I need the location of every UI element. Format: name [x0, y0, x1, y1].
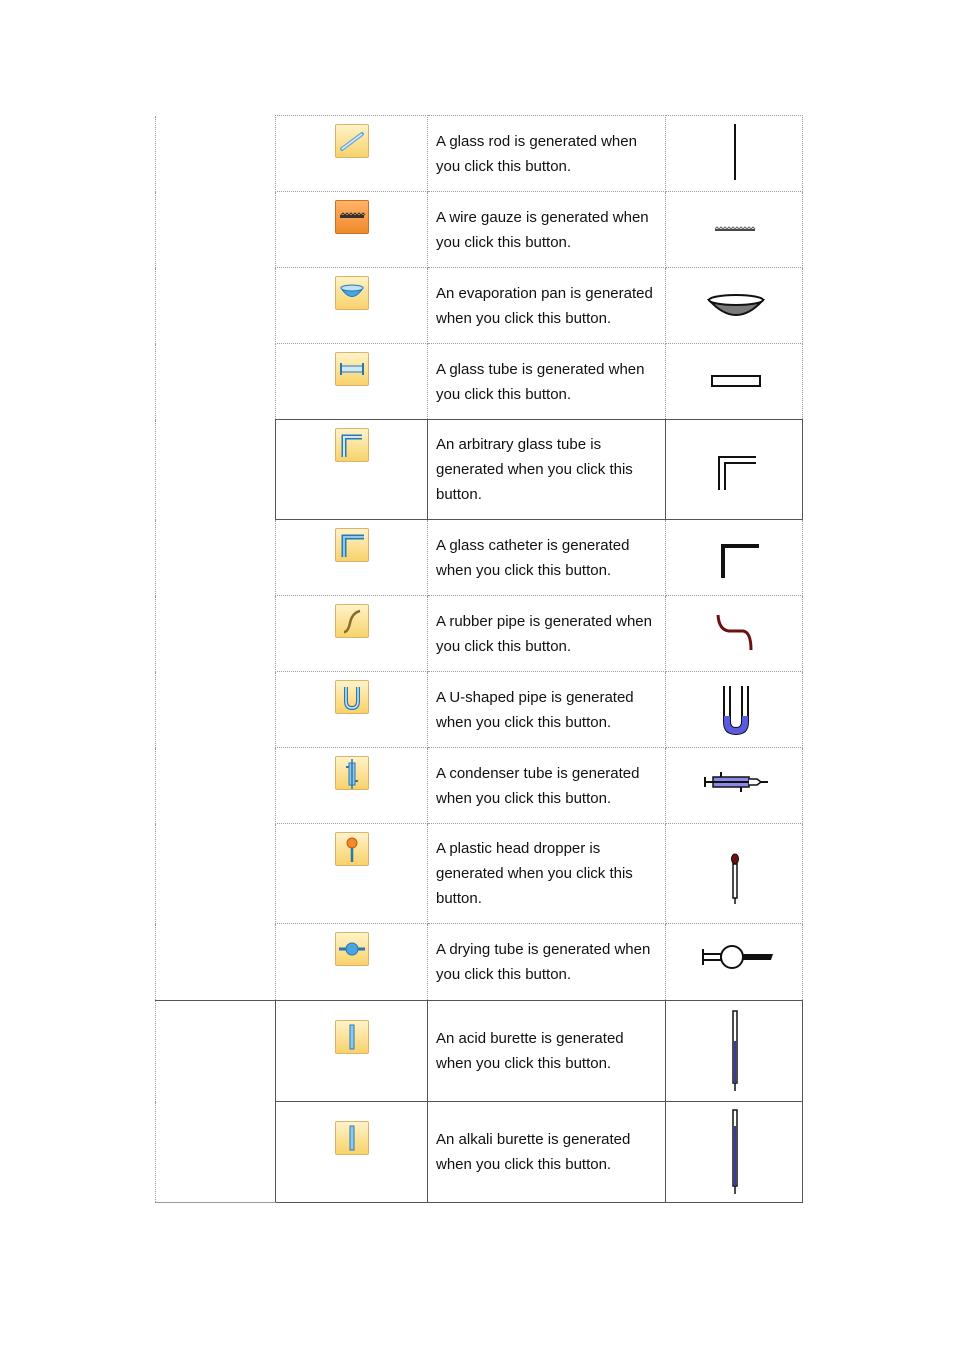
- button-cell: [276, 1001, 428, 1102]
- table-row: [156, 748, 803, 824]
- wire-gauze-icon: [336, 201, 368, 233]
- blank-cell: [156, 824, 276, 924]
- acid-burette-icon: [336, 1021, 368, 1053]
- button-cell: [276, 420, 428, 520]
- button-cell: [276, 596, 428, 672]
- description-cell: [428, 344, 666, 420]
- arbitrary-glass-tube-preview-icon: [669, 422, 799, 512]
- description-text: A condenser tube is generated when you click this button.: [436, 764, 640, 807]
- alkali-burette-button[interactable]: [335, 1121, 369, 1155]
- condenser-tube-icon: [336, 757, 368, 789]
- button-cell: [276, 672, 428, 748]
- table-row: [156, 1001, 803, 1102]
- button-cell: [276, 520, 428, 596]
- preview-cell: [666, 824, 803, 924]
- table-row: [156, 824, 803, 924]
- alkali-burette-icon: [336, 1122, 368, 1154]
- blank-cell: [156, 672, 276, 748]
- u-shaped-pipe-icon: [336, 681, 368, 713]
- description-text: An alkali burette is generated when you click this button.: [436, 1131, 631, 1173]
- preview-cell: [666, 192, 803, 268]
- blank-cell: [156, 344, 276, 420]
- table-row: [156, 268, 803, 344]
- preview-cell: [666, 672, 803, 748]
- description-cell: [428, 420, 666, 520]
- plastic-head-dropper-icon: [336, 833, 368, 865]
- glass-tube-preview-icon: [669, 344, 799, 414]
- blank-cell: [156, 748, 276, 824]
- preview-cell: [666, 520, 803, 596]
- button-cell: [276, 748, 428, 824]
- glass-tube-button[interactable]: [335, 352, 369, 386]
- table-row: [156, 672, 803, 748]
- blank-cell: [156, 596, 276, 672]
- description-cell: [428, 748, 666, 824]
- blank-cell: [156, 1102, 276, 1203]
- button-cell: [276, 824, 428, 924]
- glass-rod-preview-icon: [669, 116, 799, 186]
- description-cell: [428, 520, 666, 596]
- blank-cell: [156, 420, 276, 520]
- button-cell: [276, 192, 428, 268]
- description-text: A glass tube is generated when you click this button.: [436, 360, 645, 403]
- glass-catheter-icon: [336, 529, 368, 561]
- preview-cell: [666, 268, 803, 344]
- apparatus-table: [155, 115, 803, 1203]
- acid-burette-button[interactable]: [335, 1020, 369, 1054]
- description-text: A plastic head dropper is generated when you click this button.: [436, 840, 633, 907]
- description-text: A drying tube is generated when you click this button.: [436, 941, 651, 983]
- table-row: [156, 344, 803, 420]
- wire-gauze-button[interactable]: [335, 200, 369, 234]
- rubber-pipe-button[interactable]: [335, 604, 369, 638]
- evaporation-pan-preview-icon: [669, 268, 799, 338]
- description-cell: [428, 924, 666, 1001]
- glass-catheter-button[interactable]: [335, 528, 369, 562]
- u-shaped-pipe-button[interactable]: [335, 680, 369, 714]
- preview-cell: [666, 924, 803, 1001]
- button-cell: [276, 924, 428, 1001]
- arbitrary-glass-tube-button[interactable]: [335, 428, 369, 462]
- evaporation-pan-icon: [336, 277, 368, 309]
- description-text: A wire gauze is generated when you click this button.: [436, 208, 649, 251]
- acid-burette-preview-icon: [669, 1001, 799, 1096]
- button-cell: [276, 1102, 428, 1203]
- preview-cell: [666, 344, 803, 420]
- u-shaped-pipe-preview-icon: [669, 672, 799, 742]
- rubber-pipe-preview-icon: [669, 596, 799, 666]
- description-cell: [428, 596, 666, 672]
- plastic-head-dropper-button[interactable]: [335, 832, 369, 866]
- plastic-head-dropper-preview-icon: [669, 826, 799, 916]
- description-cell: [428, 116, 666, 192]
- condenser-tube-button[interactable]: [335, 756, 369, 790]
- arbitrary-glass-tube-icon: [336, 429, 368, 461]
- description-cell: [428, 824, 666, 924]
- table-row: [156, 596, 803, 672]
- description-text: An arbitrary glass tube is generated when you click this button.: [436, 436, 633, 503]
- blank-cell: [156, 924, 276, 1001]
- condenser-tube-preview-icon: [669, 748, 799, 818]
- preview-cell: [666, 748, 803, 824]
- table-row: [156, 924, 803, 1001]
- description-text: A glass catheter is generated when you click this button.: [436, 536, 630, 579]
- table-row: [156, 520, 803, 596]
- description-text: A U-shaped pipe is generated when you click this button.: [436, 688, 634, 731]
- description-cell: [428, 1102, 666, 1203]
- drying-tube-button[interactable]: [335, 932, 369, 966]
- drying-tube-preview-icon: [669, 925, 799, 995]
- glass-tube-icon: [336, 353, 368, 385]
- table-row: [156, 116, 803, 192]
- button-cell: [276, 116, 428, 192]
- glass-rod-button[interactable]: [335, 124, 369, 158]
- description-cell: [428, 1001, 666, 1102]
- wire-gauze-preview-icon: [669, 192, 799, 262]
- description-text: A rubber pipe is generated when you click this button.: [436, 612, 652, 655]
- drying-tube-icon: [336, 933, 368, 965]
- description-cell: [428, 268, 666, 344]
- button-cell: [276, 268, 428, 344]
- blank-cell: [156, 116, 276, 192]
- glass-rod-icon: [336, 125, 368, 157]
- blank-cell: [156, 520, 276, 596]
- preview-cell: [666, 420, 803, 520]
- description-cell: [428, 192, 666, 268]
- preview-cell: [666, 1001, 803, 1102]
- preview-cell: [666, 1102, 803, 1203]
- button-cell: [276, 344, 428, 420]
- evaporation-pan-button[interactable]: [335, 276, 369, 310]
- description-text: An acid burette is generated when you click this button.: [436, 1030, 624, 1072]
- rubber-pipe-icon: [336, 605, 368, 637]
- table-row: [156, 1102, 803, 1203]
- blank-cell: [156, 1001, 276, 1102]
- preview-cell: [666, 116, 803, 192]
- alkali-burette-preview-icon: [669, 1102, 799, 1197]
- blank-cell: [156, 192, 276, 268]
- preview-cell: [666, 596, 803, 672]
- blank-cell: [156, 268, 276, 344]
- table-row: [156, 420, 803, 520]
- description-cell: [428, 672, 666, 748]
- glass-catheter-preview-icon: [669, 520, 799, 590]
- table-row: [156, 192, 803, 268]
- description-text: A glass rod is generated when you click this button.: [436, 132, 637, 175]
- description-text: An evaporation pan is generated when you click this button.: [436, 284, 653, 327]
